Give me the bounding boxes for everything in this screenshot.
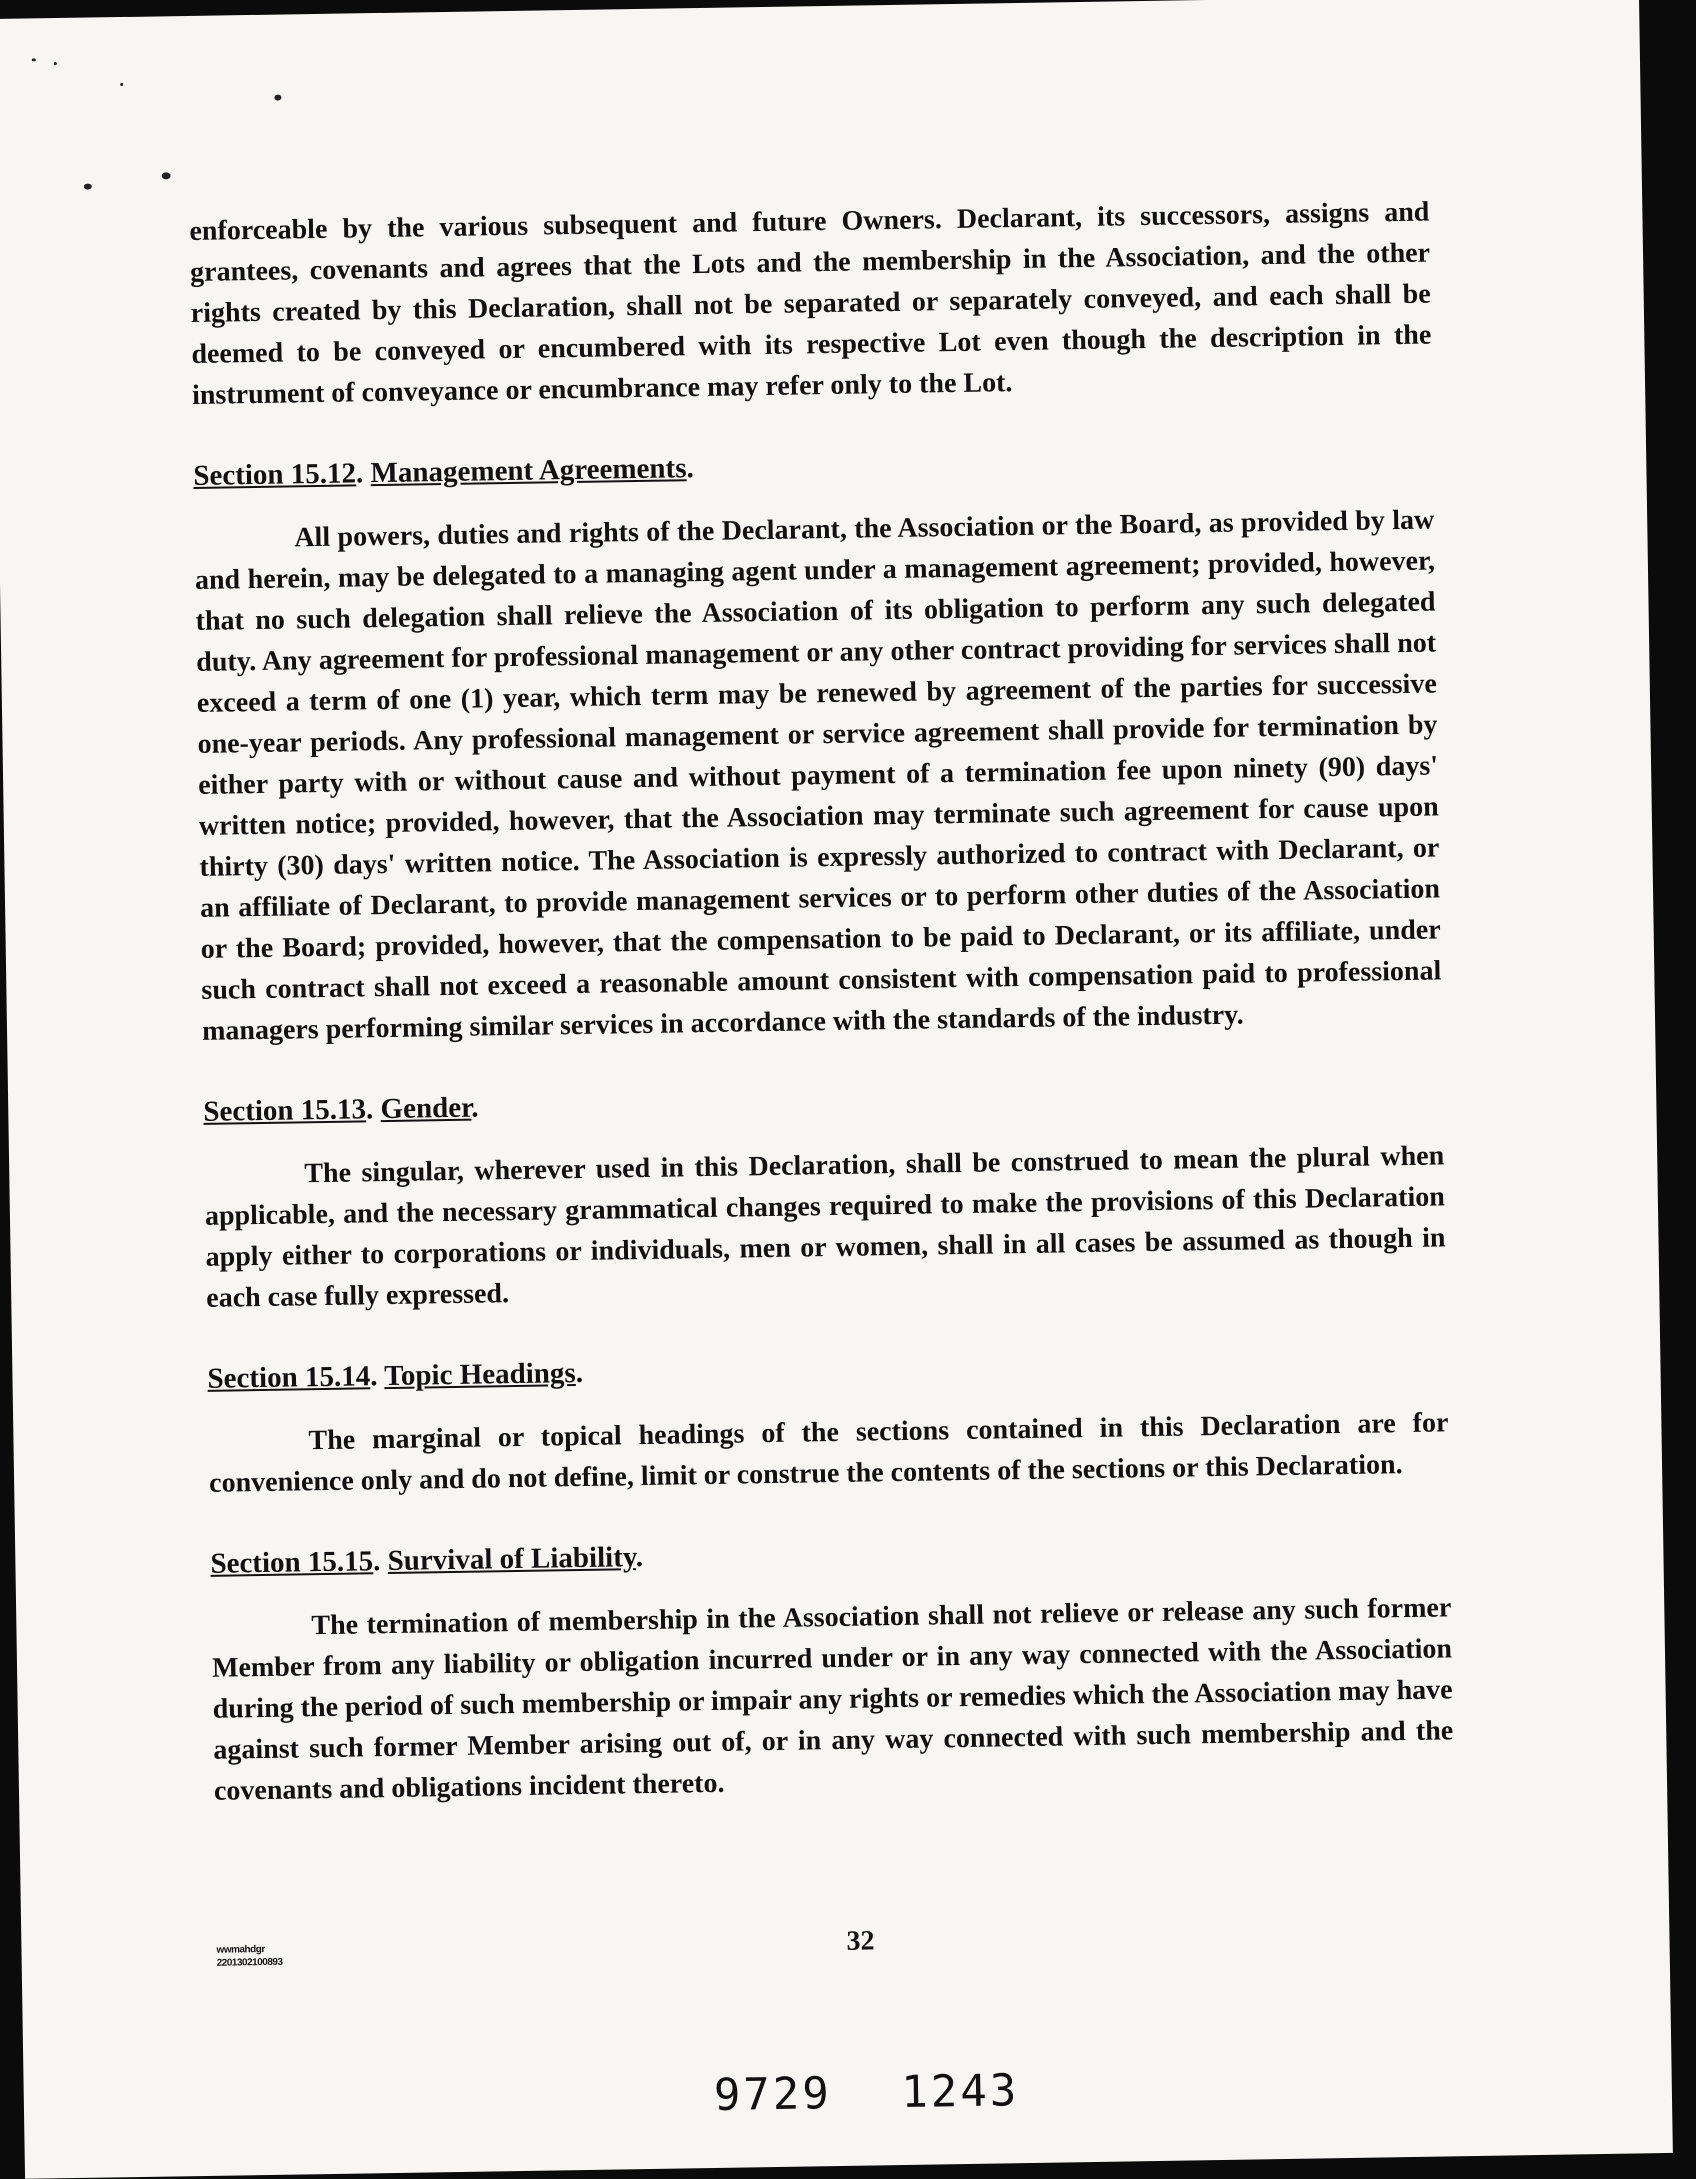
section-heading-15-14: Section 15.14. Topic Headings. bbox=[207, 1356, 584, 1395]
document-number: 9729 1243 bbox=[713, 2065, 1020, 2121]
section-number: Section 15.14 bbox=[207, 1360, 371, 1395]
section-body-15-15: The termination of membership in the Association shall not relieve or release any such former Member from any liability or obligation incurred under or in any way connected with the Association during the period of such membership or impair any rights or remedies which the Association may have against such former Member arising out of, or in any way connected with such membership and the covenants and obligations incident thereto. bbox=[211, 1592, 1454, 1807]
scan-speck bbox=[32, 58, 36, 61]
page-number: 32 bbox=[846, 1925, 875, 1957]
section-body-15-14: The marginal or topical headings of the sections contained in this Declaration are for convenience only and do not define, limit or construe the contents of the sections or this Declaration. bbox=[208, 1407, 1449, 1499]
section-number: Section 15.15 bbox=[210, 1545, 374, 1580]
section-heading-15-13: Section 15.13. Gender. bbox=[203, 1091, 479, 1128]
document-body bbox=[189, 192, 1454, 1812]
scan-speck bbox=[274, 95, 281, 101]
section-heading-15-15: Section 15.15. Survival of Liability. bbox=[210, 1541, 644, 1580]
file-stamp bbox=[216, 1943, 282, 1970]
scan-speck bbox=[84, 184, 92, 190]
section-body-15-13: The singular, wherever used in this Declaration, shall be construed to mean the plural when applicable, and the necessary grammatical changes required to make the provisions of this Declaration apply either to corporations or individuals, men or women, shall in all cases be assumed as though in each case fully expressed. bbox=[204, 1140, 1446, 1314]
section-title: Survival of Liability bbox=[387, 1541, 637, 1578]
section-body-15-12: All powers, duties and rights of the Declarant, the Association or the Board, as provided by law and herein, may be delegated to a managing agent under a management agreement; provided, however, that no such delegation shall relieve the Association of its obligation to perform any such delegated duty. Any agreement for professional management or any other contract providing for services shall not exceed a term of one (1) year, which term may be renewed by agreement of the parties for successive one-year periods. Any professional management or service agreement shall provide for termination by either party with or without cause and without payment of a termination fee upon ninety (90) days' written notice; provided, however, that the Association may terminate such agreement for cause upon thirty (30) days' written notice. The Association is expressly authorized to contract with Declarant, or an affiliate of Declarant, to provide management services or to perform other duties of the Association or the Board; provided, however, that the compensation to be paid to Declarant, or its affiliate, under such contract shall not exceed a reasonable amount consistent with compensation paid to professional managers performing similar services in accordance with the standards of the industry. bbox=[194, 504, 1442, 1047]
section-number: Section 15.13 bbox=[203, 1093, 367, 1128]
scan-speck bbox=[162, 172, 171, 179]
section-title: Management Agreements bbox=[370, 452, 687, 490]
section-title: Topic Headings bbox=[383, 1357, 576, 1393]
file-stamp-line1: wwmahdgr bbox=[216, 1944, 265, 1956]
scan-speck bbox=[120, 83, 123, 86]
section-title: Gender bbox=[380, 1091, 472, 1126]
section-heading-15-12: Section 15.12. Management Agreements. bbox=[193, 452, 694, 492]
scan-speck bbox=[54, 62, 57, 65]
file-stamp-line2: 2201302100893 bbox=[216, 1956, 283, 1969]
section-number: Section 15.12 bbox=[193, 457, 357, 492]
page-footer bbox=[216, 1916, 1457, 1995]
intro-paragraph: enforceable by the various subsequent and future Owners. Declarant, its successors, assigns and grantees, covenants and agrees that the Lots and the membership in the Association, and the other rights created by this Declaration, shall not be separated or separately conveyed, and each shall be deemed to be conveyed or encumbered with its respective Lot even though the description in the instrument of conveyance or encumbrance may refer only to the Lot. bbox=[189, 196, 1432, 411]
